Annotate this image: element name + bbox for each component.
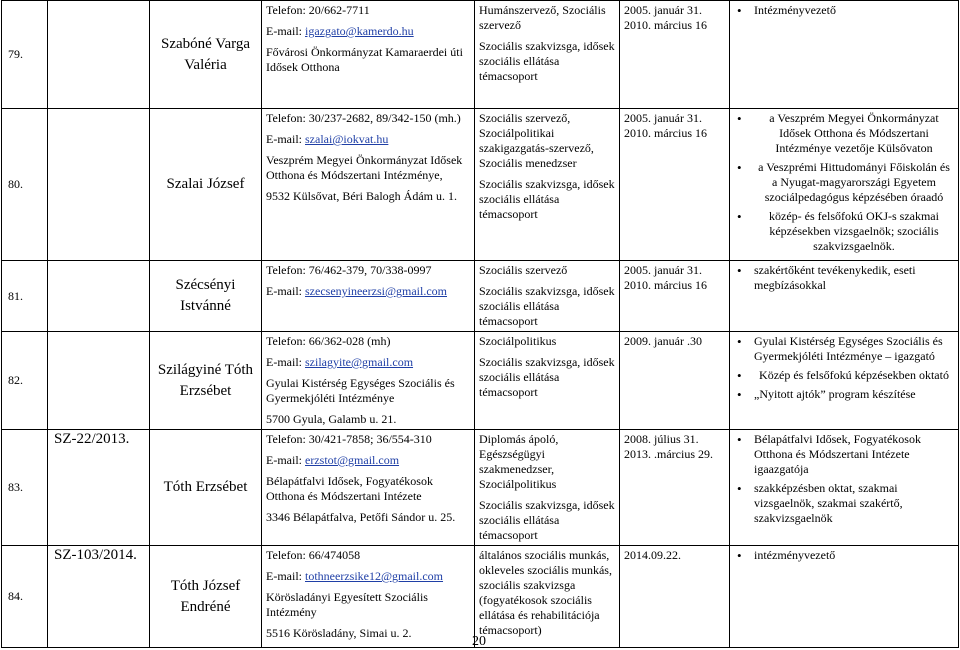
qualification-text: Diplomás ápoló, Egészségügyi szakmenedzser, Szociálpolitikus <box>479 432 559 491</box>
person-name: Tóth Erzsébet <box>150 430 262 546</box>
date-text: 2009. január .30 <box>624 334 702 348</box>
table-row <box>2 261 959 332</box>
contact-cell <box>262 261 475 332</box>
person-name: Szécsényi Istvánné <box>150 261 262 332</box>
email-label: E-mail: <box>266 453 302 467</box>
phone-text: Telefon: 30/421-7858; 36/554-310 <box>266 432 432 446</box>
list-item: • „Nyitott ajtók” program készítése <box>734 387 954 402</box>
date-text: 2005. január 31. <box>624 111 702 125</box>
notes-cell <box>730 261 959 332</box>
notes-cell <box>730 430 959 546</box>
page-number: 20 <box>472 634 486 649</box>
email-line <box>266 24 470 39</box>
list-item: • szakértőként tevékenykedik, eseti megbízásokkal <box>734 263 954 293</box>
dates-cell <box>620 332 730 430</box>
table-row <box>2 332 959 430</box>
date-text: 2013. .március 29. <box>624 447 713 461</box>
expert-registry-table <box>1 0 959 648</box>
qualification-cell <box>475 332 620 430</box>
email-label: E-mail: <box>266 355 302 369</box>
date-text: 2014.09.22. <box>624 548 681 562</box>
dates-cell <box>620 546 730 648</box>
qualification-cell <box>475 430 620 546</box>
notes-cell <box>730 1 959 109</box>
registration-number <box>48 332 150 430</box>
email-label: E-mail: <box>266 569 302 583</box>
row-number: 84. <box>2 546 48 648</box>
contact-cell <box>262 430 475 546</box>
exam-text: Szociális szakvizsga, idősek szociális ellátása témacsoport <box>479 355 615 399</box>
institution-text: Körösladányi Egyesített Szociális Intézmény <box>266 590 428 619</box>
registration-number <box>48 261 150 332</box>
row-number: 81. <box>2 261 48 332</box>
notes-list <box>734 3 954 18</box>
qualification-text: Szociálpolitikus <box>479 334 557 348</box>
email-line <box>266 569 470 584</box>
notes-cell <box>730 332 959 430</box>
list-item: • Közép és felsőfokú képzésekben oktató <box>734 368 954 383</box>
dates-cell <box>620 109 730 261</box>
table-row <box>2 109 959 261</box>
email-link[interactable]: szecsenyineerzsi@gmail.com <box>305 284 447 298</box>
phone-text: Telefon: 20/662-7711 <box>266 3 370 17</box>
contact-cell <box>262 546 475 648</box>
address-text: 5700 Gyula, Galamb u. 21. <box>266 412 397 426</box>
phone-text: Telefon: 66/362-028 (mh) <box>266 334 391 348</box>
registration-number <box>48 1 150 109</box>
dates-cell <box>620 430 730 546</box>
phone-text: Telefon: 66/474058 <box>266 548 361 562</box>
list-item: • közép- és felsőfokú OKJ-s szakmai képzésekben vizsgaelnök; szociális szakvizsgaelnök. <box>734 209 954 254</box>
email-label: E-mail: <box>266 132 302 146</box>
list-item: • a Veszprém Megyei Önkormányzat Idősek Otthona és Módszertani Intézménye vezetője Külsővaton <box>734 111 954 156</box>
dates-cell <box>620 261 730 332</box>
list-item: • Bélapátfalvi Idősek, Fogyatékosok Otthona és Módszertani Intézete igaazgatója <box>734 432 954 477</box>
notes-list <box>734 263 954 293</box>
email-link[interactable]: tothneerzsike12@gmail.com <box>305 569 444 583</box>
notes-cell <box>730 546 959 648</box>
contact-cell <box>262 1 475 109</box>
notes-list <box>734 548 954 563</box>
list-item: • a Veszprémi Hittudományi Főiskolán és a Nyugat-magyarországi Egyetem szociálpedagógus képzésében óraadó <box>734 160 954 205</box>
institution-text: Gyulai Kistérség Egységes Szociális és Gyermekjóléti Intézménye <box>266 376 455 405</box>
email-line <box>266 355 470 370</box>
exam-text: Szociális szakvizsga, idősek szociális ellátása témacsoport <box>479 284 615 328</box>
email-label: E-mail: <box>266 284 302 298</box>
email-link[interactable]: igazgato@kamerdo.hu <box>305 24 414 38</box>
registration-number: SZ-22/2013. <box>48 430 150 546</box>
person-name: Szalai József <box>150 109 262 261</box>
notes-cell <box>730 109 959 261</box>
qualification-cell <box>475 261 620 332</box>
institution-text: Veszprém Megyei Önkormányzat Idősek Otthona és Módszertani Intézménye, <box>266 153 463 182</box>
date-text: 2005. január 31. <box>624 3 702 17</box>
address-text: 3346 Bélapátfalva, Petőfi Sándor u. 25. <box>266 510 456 524</box>
email-line <box>266 453 470 468</box>
phone-text: Telefon: 76/462-379, 70/338-0997 <box>266 263 432 277</box>
row-number: 80. <box>2 109 48 261</box>
row-number: 79. <box>2 1 48 109</box>
notes-list <box>734 111 954 254</box>
email-line <box>266 284 470 299</box>
row-number: 83. <box>2 430 48 546</box>
contact-cell <box>262 332 475 430</box>
date-text: 2010. március 16 <box>624 278 707 292</box>
table-row <box>2 430 959 546</box>
person-name: Szabóné Varga Valéria <box>150 1 262 109</box>
institution-text: Bélapátfalvi Idősek, Fogyatékosok Otthona és Módszertani Intézete <box>266 474 433 503</box>
exam-text: Szociális szakvizsga, idősek szociális ellátása témacsoport <box>479 39 615 83</box>
institution-text: Fővárosi Önkormányzat Kamaraerdei úti Idősek Otthona <box>266 45 463 74</box>
email-link[interactable]: erzstot@gmail.com <box>305 453 400 467</box>
registration-number: SZ-103/2014. <box>48 546 150 648</box>
person-name: Szilágyiné Tóth Erzsébet <box>150 332 262 430</box>
notes-list <box>734 432 954 526</box>
date-text: 2008. július 31. <box>624 432 699 446</box>
list-item: • intézményvezető <box>734 548 954 563</box>
contact-cell <box>262 109 475 261</box>
table-row <box>2 546 959 648</box>
qualification-text: Szociális szervező <box>479 263 568 277</box>
email-label: E-mail: <box>266 24 302 38</box>
email-link[interactable]: szilagyite@gmail.com <box>305 355 414 369</box>
qualification-cell <box>475 546 620 648</box>
exam-text: Szociális szakvizsga, idősek szociális ellátása témacsoport <box>479 177 615 221</box>
table-row <box>2 1 959 109</box>
date-text: 2010. március 16 <box>624 126 707 140</box>
notes-list <box>734 334 954 402</box>
date-text: 2010. március 16 <box>624 18 707 32</box>
email-link[interactable]: szalai@iokvat.hu <box>305 132 389 146</box>
list-item: • Intézményvezető <box>734 3 954 18</box>
email-line <box>266 132 470 147</box>
qualification-text: általános szociális munkás, okleveles szociális munkás, szociális szakvizsga (fogyatékosok szociális ellátása és rehabilitációja témacsoport) <box>479 548 612 637</box>
qualification-text: Szociális szervező, Szociálpolitikai szakigazgatás-szervező, Szociális menedzser <box>479 111 594 170</box>
list-item: • Gyulai Kistérség Egységes Szociális és Gyermekjóléti Intézménye – igazgató <box>734 334 954 364</box>
dates-cell <box>620 1 730 109</box>
date-text: 2005. január 31. <box>624 263 702 277</box>
address-text: 5516 Körösladány, Simai u. 2. <box>266 626 412 640</box>
phone-text: Telefon: 30/237-2682, 89/342-150 (mh.) <box>266 111 461 125</box>
qualification-cell <box>475 109 620 261</box>
list-item: • szakképzésben oktat, szakmai vizsgaelnök, szakmai szakértő, szakvizsgaelnök <box>734 481 954 526</box>
exam-text: Szociális szakvizsga, idősek szociális ellátása témacsoport <box>479 498 615 542</box>
person-name: Tóth József Endréné <box>150 546 262 648</box>
address-text: 9532 Külsővat, Béri Balogh Ádám u. 1. <box>266 189 457 203</box>
row-number: 82. <box>2 332 48 430</box>
qualification-text: Humánszervező, Szociális szervező <box>479 3 606 32</box>
qualification-cell <box>475 1 620 109</box>
registration-number <box>48 109 150 261</box>
